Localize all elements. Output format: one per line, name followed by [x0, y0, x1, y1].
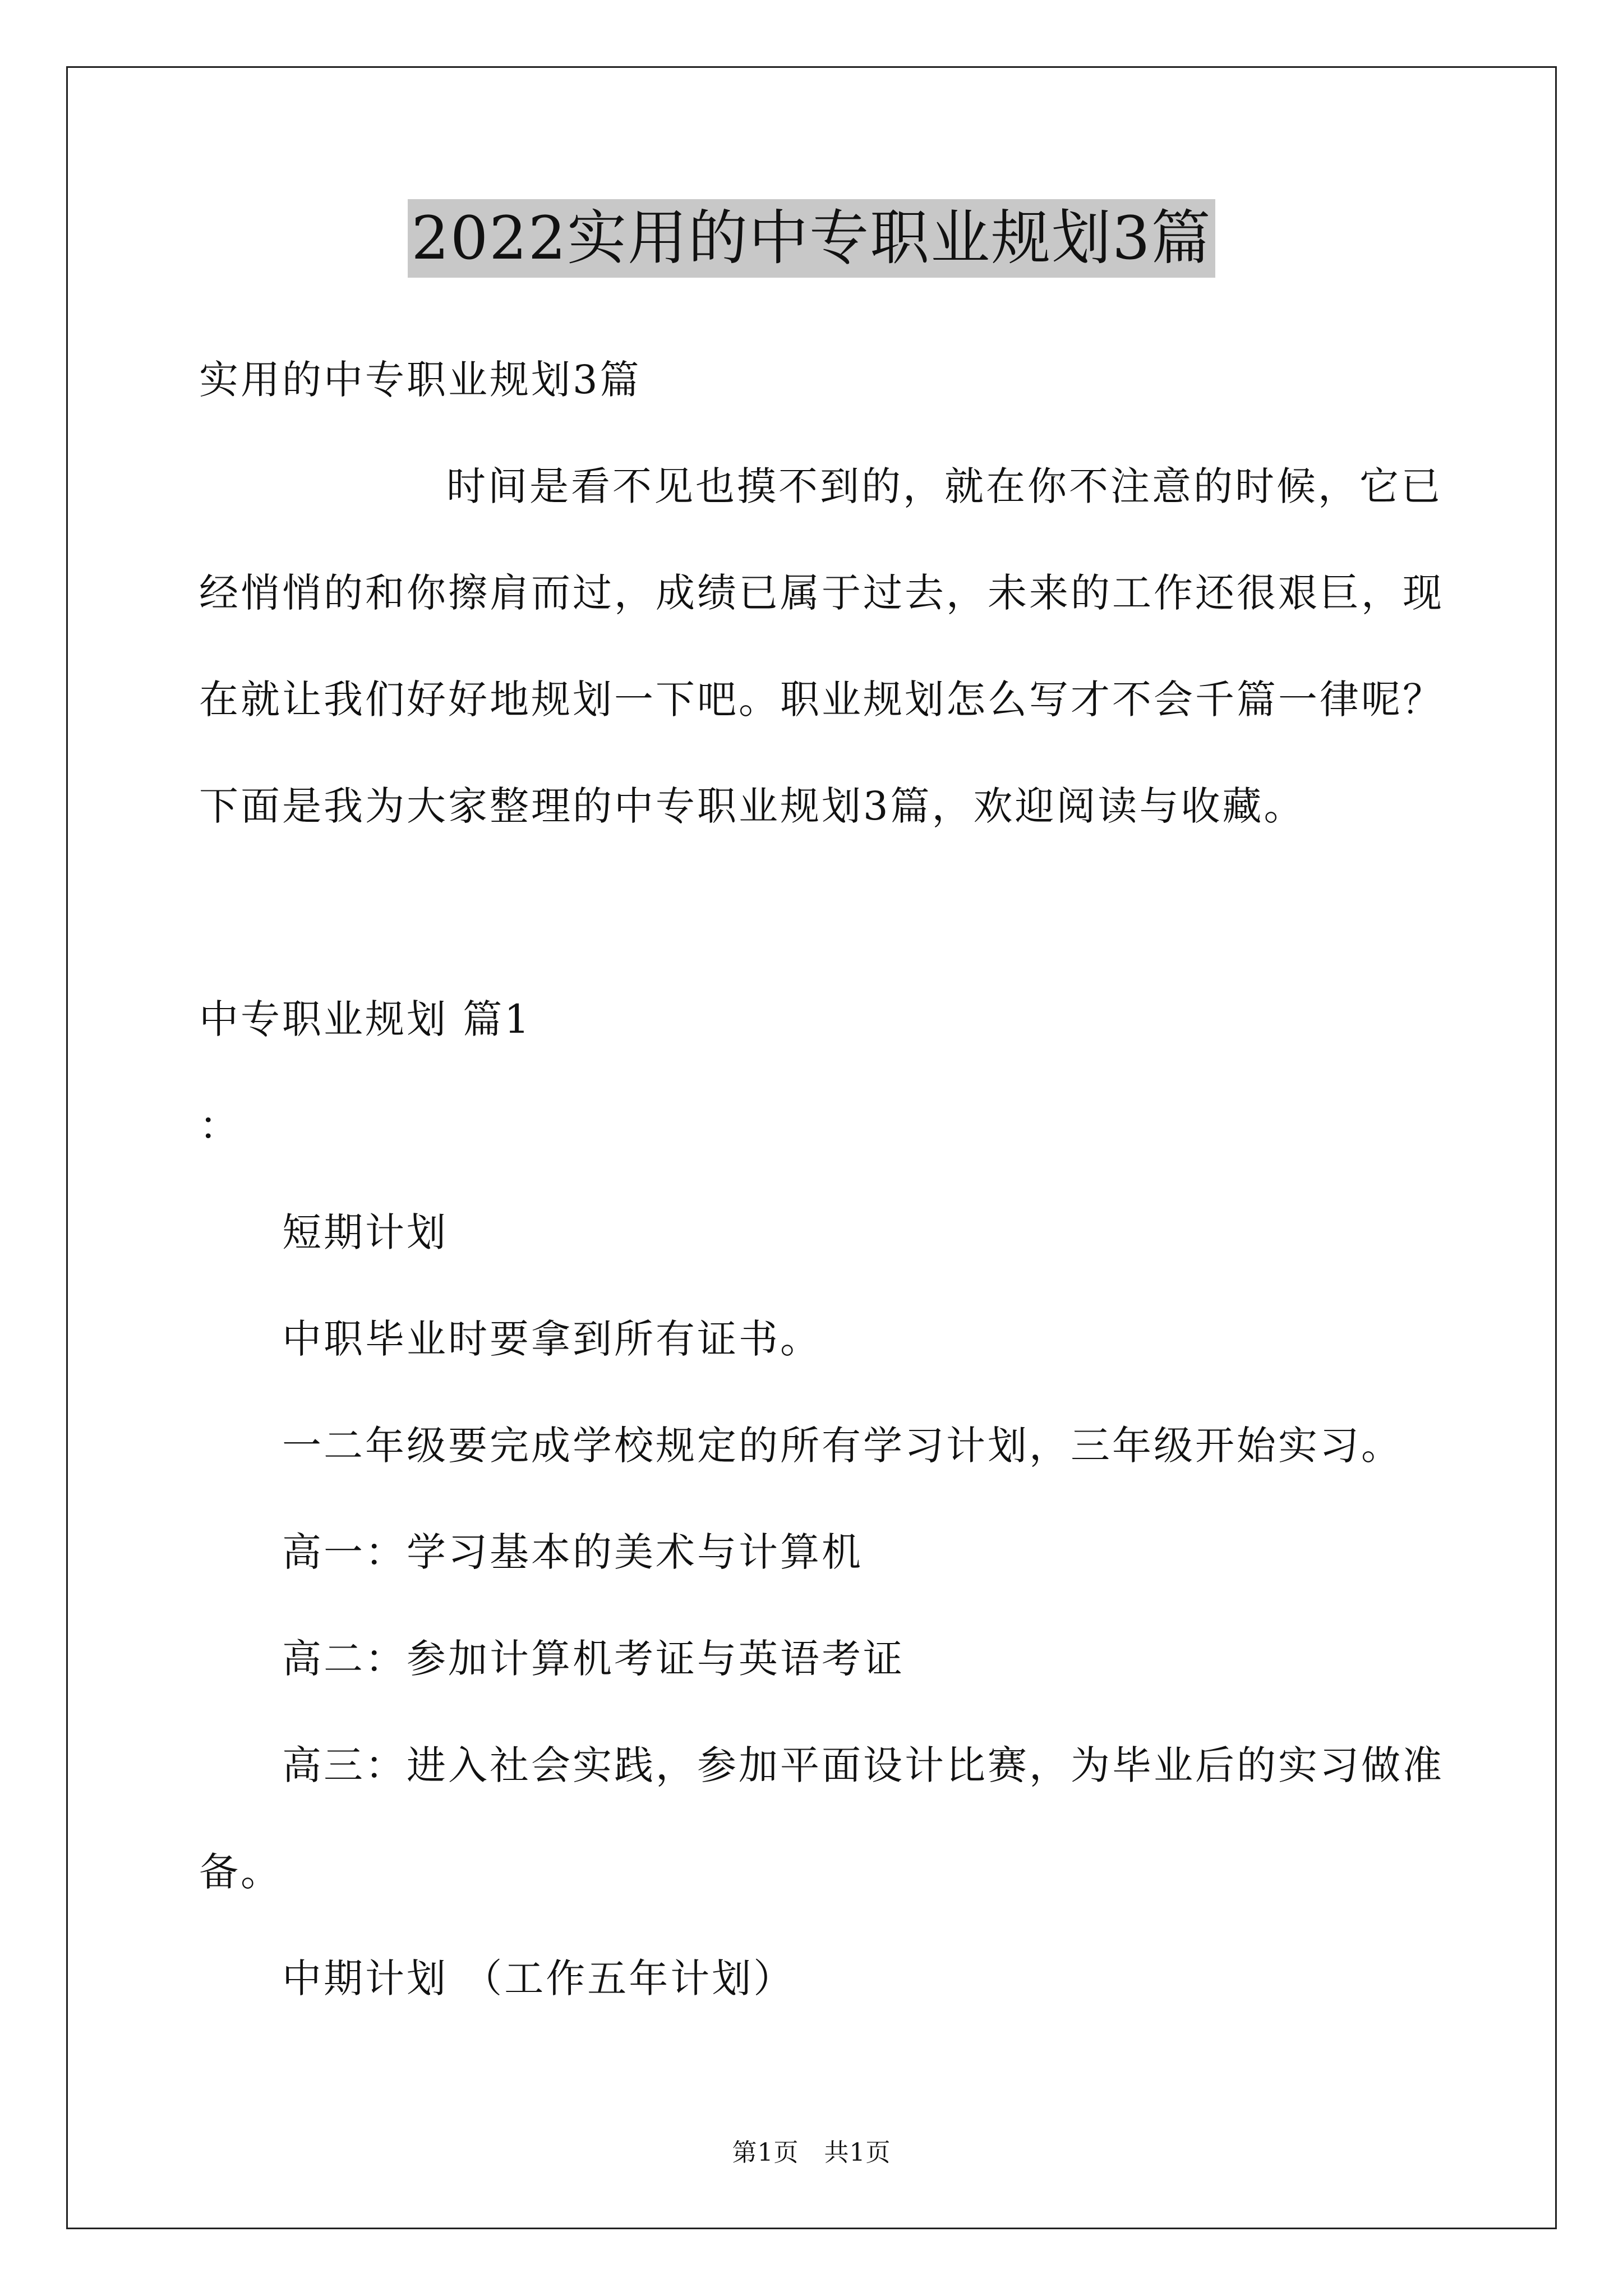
intro-line-1: 时间是看不见也摸不到的，就在你不注意的时候，它已 — [446, 463, 1442, 509]
page-footer: 第1页 共1页 — [732, 2138, 891, 2167]
body-line-6: 高三：进入社会实践，参加平面设计比赛，为毕业后的实习做准 — [282, 1742, 1444, 1788]
intro-line-4: 下面是我为大家整理的中专职业规划3篇，欢迎阅读与收藏。 — [199, 783, 1306, 829]
document-subtitle: 实用的中专职业规划3篇 — [199, 357, 642, 403]
body-line-3: 一二年级要完成学校规定的所有学习计划，三年级开始实习。 — [282, 1423, 1403, 1469]
body-line-5: 高二：参加计算机考证与英语考证 — [282, 1636, 905, 1682]
body-line-4: 高一：学习基本的美术与计算机 — [282, 1529, 863, 1575]
body-line-2: 中职毕业时要拿到所有证书。 — [282, 1316, 822, 1362]
body-line-7: 备。 — [199, 1849, 282, 1895]
body-line-8: 中期计划 （工作五年计划） — [282, 1955, 795, 2001]
section-heading: 中专职业规划 篇1 — [199, 996, 532, 1042]
title-container — [0, 199, 1623, 278]
intro-line-3: 在就让我们好好地规划一下吧。职业规划怎么写才不会千篇一律呢？ — [199, 677, 1444, 723]
body-line-1: 短期计划 — [282, 1209, 448, 1255]
intro-line-2: 经悄悄的和你擦肩而过，成绩已属于过去，未来的工作还很艰巨，现 — [199, 570, 1444, 616]
section-colon: ： — [199, 1103, 241, 1149]
document-title: 2022实用的中专职业规划3篇 — [408, 199, 1215, 278]
